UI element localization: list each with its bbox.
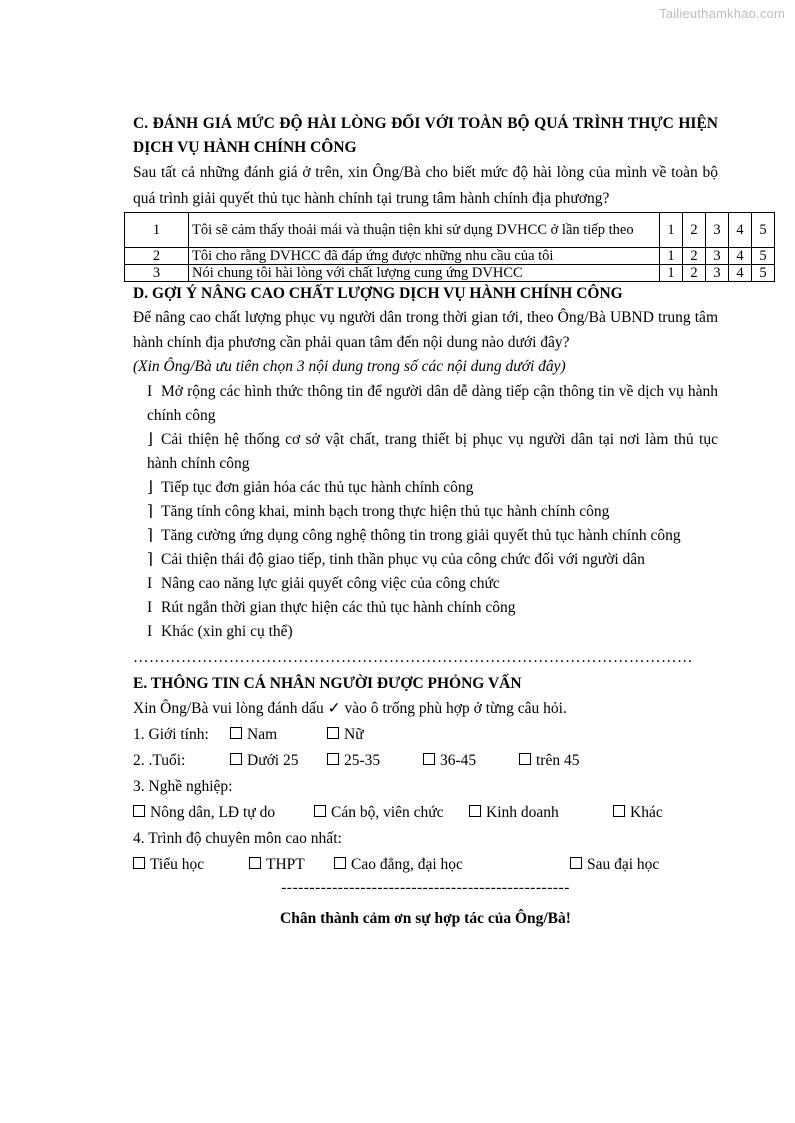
checkbox[interactable] (133, 857, 145, 869)
education-option[interactable] (133, 852, 249, 878)
occupation-option[interactable] (469, 800, 613, 826)
score-cell[interactable]: 4 (729, 248, 752, 265)
other-answer-line[interactable]: …………………………………………………………………………………………… (133, 648, 693, 666)
checkbox[interactable] (327, 753, 339, 765)
option-checkbox[interactable]: ⌉ (147, 502, 154, 520)
checkbox[interactable] (230, 727, 242, 739)
option-label: Tăng tính công khai, minh bạch trong thực hiện thủ tục hành chính công (161, 502, 610, 520)
footer-divider: --------------------------------------------------- (281, 878, 570, 896)
gender-label: 1. Giới tính: (133, 725, 209, 743)
age-option[interactable] (519, 748, 579, 774)
option-text: Kinh doanh (486, 803, 559, 821)
score-cell[interactable]: 4 (729, 213, 752, 248)
option-item[interactable] (133, 548, 718, 572)
age-option[interactable] (230, 748, 327, 774)
row-number: 1 (125, 213, 189, 248)
option-label: Mở rộng các hình thức thông tin để người dân dễ dàng tiếp cận thông tin về dịch vụ hành chính công (147, 382, 718, 424)
education-question (133, 852, 718, 878)
checkbox[interactable] (423, 753, 435, 765)
option-checkbox[interactable]: ⌋ (147, 430, 154, 448)
row-statement: Tôi sẽ cảm thấy thoải mái và thuận tiện khi sử dụng DVHCC ở lần tiếp theo (189, 213, 660, 248)
option-item[interactable] (133, 476, 718, 500)
section-c-intro: Sau tất cả những đánh giá ở trên, xin Ông/Bà cho biết mức độ hài lòng của mình về toàn bộ quá trình giải quyết thủ tục hành chính tại trung tâm hành chính địa phương? (133, 164, 718, 207)
age-option[interactable] (327, 748, 423, 774)
score-cell[interactable]: 1 (660, 248, 683, 265)
option-text: 25-35 (344, 751, 381, 769)
option-label: Rút ngắn thời gian thực hiện các thủ tục hành chính công (161, 598, 516, 616)
option-text: Nông dân, LĐ tự do (150, 803, 276, 821)
checkbox[interactable] (230, 753, 242, 765)
age-question (133, 748, 718, 774)
checkbox[interactable] (613, 805, 625, 817)
option-text: trên 45 (536, 751, 580, 769)
row-statement: Nói chung tôi hài lòng với chất lượng cung ứng DVHCC (189, 265, 660, 282)
option-text: Dưới 25 (247, 751, 299, 769)
option-label: Nâng cao năng lực giải quyết công việc của công chức (161, 574, 500, 592)
score-cell[interactable]: 5 (752, 213, 775, 248)
option-item[interactable] (133, 524, 718, 548)
option-checkbox[interactable]: ⌉ (147, 526, 154, 544)
score-cell[interactable]: 2 (683, 265, 706, 282)
option-text: Sau đại học (587, 855, 660, 873)
option-checkbox[interactable]: I (147, 382, 153, 400)
option-text: Cán bộ, viên chức (331, 803, 444, 821)
option-text: 36-45 (440, 751, 477, 769)
option-item[interactable] (133, 500, 718, 524)
section-e-intro: Xin Ông/Bà vui lòng đánh dấu ✓ vào ô trống phù hợp ở từng câu hỏi. (133, 699, 567, 717)
option-text: Tiểu học (150, 855, 205, 873)
option-item[interactable] (133, 428, 718, 476)
option-item[interactable] (133, 572, 718, 596)
occupation-option[interactable] (613, 800, 663, 826)
gender-option[interactable] (327, 722, 364, 748)
score-cell[interactable]: 2 (683, 248, 706, 265)
option-text: Cao đẳng, đại học (351, 855, 463, 873)
option-text: THPT (266, 855, 305, 873)
score-cell[interactable]: 3 (706, 213, 729, 248)
row-number: 3 (125, 265, 189, 282)
checkbox[interactable] (334, 857, 346, 869)
option-label: Khác (xin ghi cụ thể) (161, 622, 293, 640)
education-option[interactable] (570, 852, 659, 878)
row-statement: Tôi cho rằng DVHCC đã đáp ứng được những nhu cầu của tôi (189, 248, 660, 265)
occupation-label: 3. Nghề nghiệp: (133, 777, 233, 795)
option-text: Nam (247, 725, 278, 743)
score-cell[interactable]: 5 (752, 248, 775, 265)
table-row (125, 248, 775, 265)
score-cell[interactable]: 4 (729, 265, 752, 282)
option-label: Tiếp tục đơn giản hóa các thủ tục hành chính công (161, 478, 474, 496)
table-row (125, 265, 775, 282)
table-row (125, 213, 775, 248)
option-text: Khác (630, 803, 663, 821)
score-cell[interactable]: 5 (752, 265, 775, 282)
option-checkbox[interactable]: I (147, 574, 153, 592)
section-d-intro: Để nâng cao chất lượng phục vụ người dân trong thời gian tới, theo Ông/Bà UBND trung tâm hành chính địa phương cần phải quan tâm đến nội dung nào dưới đây? (133, 309, 718, 351)
age-label: 2. .Tuổi: (133, 751, 186, 769)
thanks-message: Chân thành cảm ơn sự hợp tác của Ông/Bà! (280, 909, 571, 927)
checkbox[interactable] (327, 727, 339, 739)
section-d-note: (Xin Ông/Bà ưu tiên chọn 3 nội dung trong số các nội dung dưới đây) (133, 358, 566, 375)
document-page (133, 112, 767, 932)
watermark: Tailieuthamkhao.com (659, 6, 785, 21)
occupation-option[interactable] (133, 800, 314, 826)
occupation-option[interactable] (314, 800, 469, 826)
option-checkbox[interactable]: I (147, 598, 153, 616)
checkbox[interactable] (133, 805, 145, 817)
option-checkbox[interactable]: ⌋ (147, 478, 154, 496)
section-c-title: C. ĐÁNH GIÁ MỨC ĐỘ HÀI LÒNG ĐỐI VỚI TOÀN BỘ QUÁ TRÌNH THỰC HIỆN DỊCH VỤ HÀNH CHÍNH CÔNG (133, 115, 718, 156)
gender-option[interactable] (230, 722, 327, 748)
section-e-title: E. THÔNG TIN CÁ NHÂN NGƯỜI ĐƯỢC PHỎNG VẤN (133, 674, 522, 692)
option-checkbox[interactable]: I (147, 622, 153, 640)
checkbox[interactable] (519, 753, 531, 765)
occupation-question (133, 800, 718, 826)
row-number: 2 (125, 248, 189, 265)
score-cell[interactable]: 1 (660, 265, 683, 282)
option-item[interactable] (133, 596, 718, 620)
checkbox[interactable] (570, 857, 582, 869)
satisfaction-table (124, 212, 775, 282)
age-option[interactable] (423, 748, 519, 774)
score-cell[interactable]: 3 (706, 248, 729, 265)
option-label: Cải thiện hệ thống cơ sở vật chất, trang thiết bị phục vụ người dân tại nơi làm thủ tục hành chính công (147, 430, 718, 472)
education-option[interactable] (334, 852, 570, 878)
education-label: 4. Trình độ chuyên môn cao nhất: (133, 829, 342, 847)
option-text: Nữ (344, 725, 364, 743)
gender-question (133, 722, 718, 748)
education-option[interactable] (249, 852, 334, 878)
score-cell[interactable]: 3 (706, 265, 729, 282)
option-item[interactable] (133, 620, 718, 644)
option-label: Tăng cường ứng dụng công nghệ thông tin trong giải quyết thủ tục hành chính công (161, 526, 681, 544)
option-item[interactable] (133, 380, 718, 428)
score-cell[interactable]: 2 (683, 213, 706, 248)
checkbox[interactable] (469, 805, 481, 817)
option-checkbox[interactable]: ⌉ (147, 550, 154, 568)
option-label: Cải thiện thái độ giao tiếp, tinh thần phục vụ của công chức đối với người dân (161, 550, 645, 568)
section-d-title: D. GỢI Ý NÂNG CAO CHẤT LƯỢNG DỊCH VỤ HÀNH CHÍNH CÔNG (133, 285, 623, 302)
checkbox[interactable] (249, 857, 261, 869)
checkbox[interactable] (314, 805, 326, 817)
score-cell[interactable]: 1 (660, 213, 683, 248)
